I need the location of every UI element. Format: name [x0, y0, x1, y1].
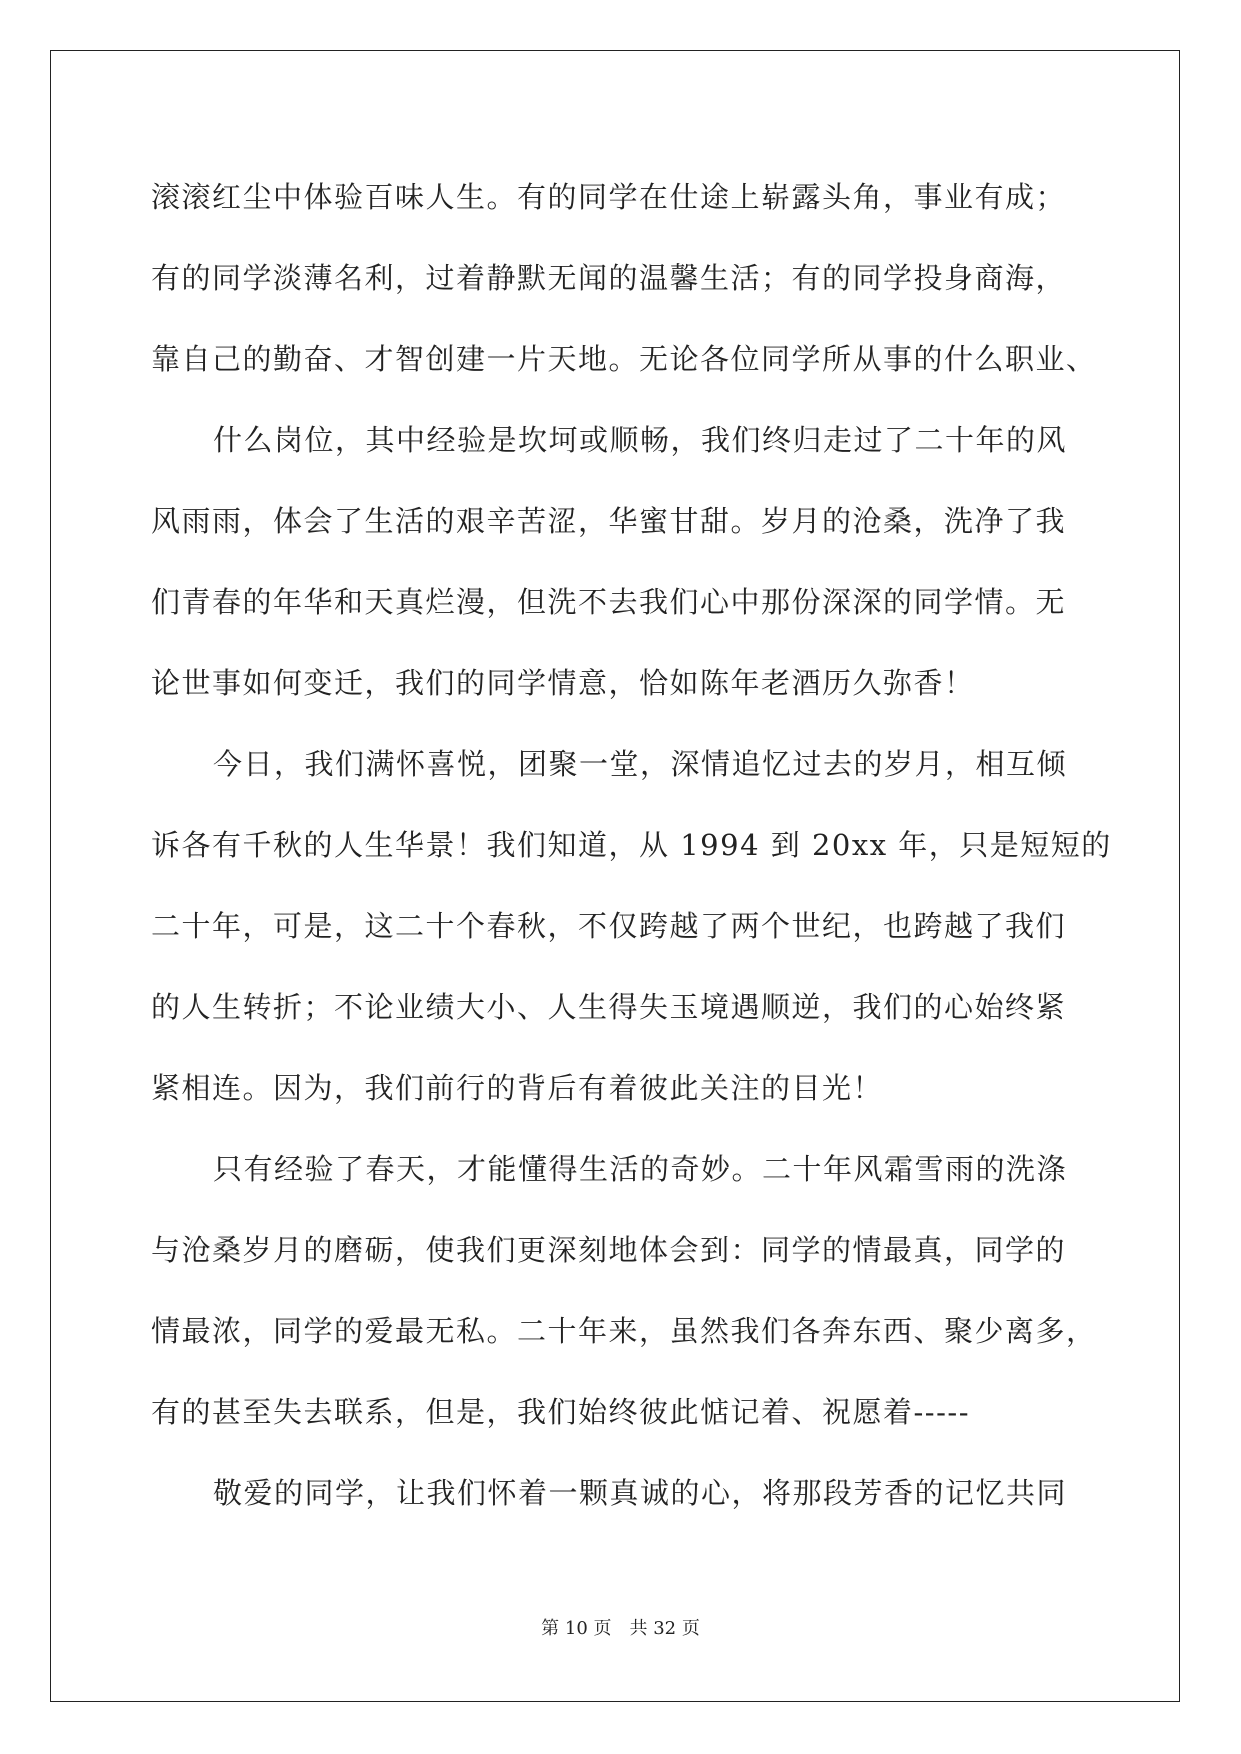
page-number-footer: 第 10 页 共 32 页 — [541, 1618, 700, 1639]
text-line: 有的同学淡薄名利，过着静默无闻的温馨生活；有的同学投身商海， — [151, 261, 1067, 295]
text-line: 滚滚红尘中体验百味人生。有的同学在仕途上崭露头角，事业有成； — [151, 180, 1067, 214]
text-line: 与沧桑岁月的磨砺，使我们更深刻地体会到：同学的情最真，同学的 — [151, 1233, 1067, 1267]
page-frame — [50, 50, 1180, 1702]
text-line: 紧相连。因为，我们前行的背后有着彼此关注的目光！ — [151, 1071, 884, 1105]
paragraph-first-line: 什么岗位，其中经验是坎坷或顺畅，我们终归走过了二十年的风 — [213, 423, 1068, 457]
text-line: 有的甚至失去联系，但是，我们始终彼此惦记着、祝愿着----- — [151, 1395, 970, 1429]
text-line: 情最浓，同学的爱最无私。二十年来，虽然我们各奔东西、聚少离多， — [151, 1314, 1097, 1348]
text-line: 的人生转折；不论业绩大小、人生得失玉境遇顺逆，我们的心始终紧 — [151, 990, 1067, 1024]
text-line: 论世事如何变迁，我们的同学情意，恰如陈年老酒历久弥香！ — [151, 666, 975, 700]
text-line: 二十年，可是，这二十个春秋，不仅跨越了两个世纪，也跨越了我们 — [151, 909, 1067, 943]
text-line: 们青春的年华和天真烂漫，但洗不去我们心中那份深深的同学情。无 — [151, 585, 1067, 619]
paragraph-first-line: 敬爱的同学，让我们怀着一颗真诚的心，将那段芳香的记忆共同 — [213, 1476, 1068, 1510]
text-line: 靠自己的勤奋、才智创建一片天地。无论各位同学所从事的什么职业、 — [151, 342, 1097, 376]
paragraph-first-line: 今日，我们满怀喜悦，团聚一堂，深情追忆过去的岁月，相互倾 — [213, 747, 1068, 781]
text-line: 风雨雨，体会了生活的艰辛苦涩，华蜜甘甜。岁月的沧桑，洗净了我 — [151, 504, 1067, 538]
text-line: 诉各有千秋的人生华景！我们知道，从 1994 到 20xx 年，只是短短的 — [151, 828, 1112, 862]
paragraph-first-line: 只有经验了春天，才能懂得生活的奇妙。二十年风霜雪雨的洗涤 — [213, 1152, 1068, 1186]
